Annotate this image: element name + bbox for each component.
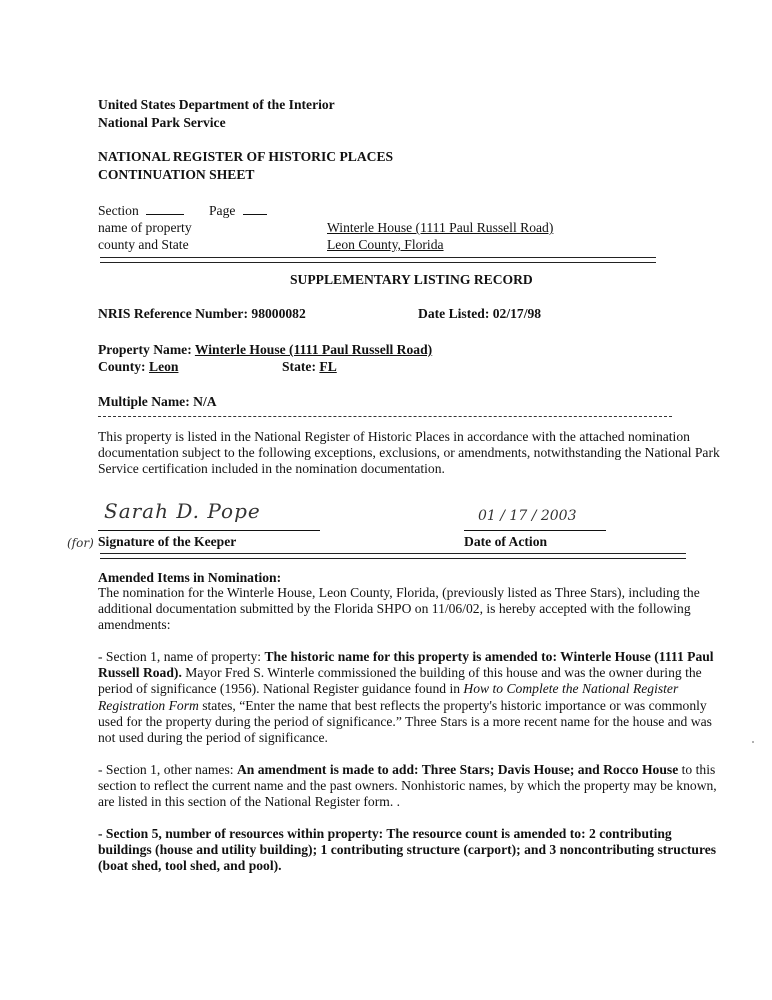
signature-divider <box>100 553 686 559</box>
section-blank <box>146 202 184 215</box>
amendment-2-bold: An amendment is made to add: Three Stars; Davis House; and Rocco House <box>236 762 679 777</box>
amendment-2-text: to this section to reflect the current name and the past owners. Nonhistoric names, by which the property may be known, are listed in this section of the National Register form. . <box>98 762 717 810</box>
property-name-label: Property Name: <box>98 342 192 357</box>
name-of-property-value: Winterle House (1111 Paul Russell Road) <box>327 220 554 235</box>
county-label: County: <box>98 359 146 374</box>
state-label: State: <box>282 359 316 374</box>
county-state-value: Leon County, Florida <box>327 237 444 252</box>
service-heading: National Park Service <box>98 115 226 130</box>
nris-reference: NRIS Reference Number: 98000082 <box>98 306 306 321</box>
action-date-handwritten: 01 / 17 / 2003 <box>478 508 577 524</box>
amendment-resource-count: - Section 5, number of resources within property: The resource count is amended to: 2 contributing buildings (house and utility building); 1 contributing structure (carport); and 3 noncontributing structures (boat shed, tool shed, and pool). <box>98 826 717 874</box>
signature-label: Signature of the Keeper <box>98 534 237 549</box>
date-of-action-label: Date of Action <box>464 534 548 549</box>
register-title: NATIONAL REGISTER OF HISTORIC PLACES <box>98 149 394 164</box>
for-mark: (for) <box>67 536 94 550</box>
section-label: Section <box>98 203 139 218</box>
amendment-2-lead: - Section 1, other names: <box>98 762 237 777</box>
amendment-name-of-property <box>98 649 720 746</box>
page-label: Page <box>209 203 236 218</box>
amended-intro: The nomination for the Winterle House, Leon County, Florida, (previously listed as Three Stars), including the additional documentation submitted by the Florida SHPO on 11/06/02, is hereby accepted with the following amendments: <box>98 585 700 633</box>
department-heading: United States Department of the Interior <box>98 97 335 112</box>
state-line <box>282 359 337 375</box>
state-value: FL <box>319 359 337 374</box>
county-value: Leon <box>149 359 179 374</box>
sheet-title: CONTINUATION SHEET <box>98 167 255 182</box>
amended-heading: Amended Items in Nomination: <box>98 570 282 585</box>
property-name-value: Winterle House (1111 Paul Russell Road) <box>194 342 433 357</box>
signature-line <box>98 530 320 531</box>
name-of-property-label: name of property <box>98 220 192 235</box>
dashed-divider <box>98 416 672 417</box>
amendment-1-bold: The historic name for this property is amended to: Winterle House (1111 Paul Russell Road). <box>98 649 714 681</box>
amendment-1-guidance-title: How to Complete the National Register Registration Form <box>98 681 679 713</box>
scan-speck <box>752 741 754 743</box>
header-divider <box>100 257 656 263</box>
county-line <box>98 359 178 375</box>
record-title: SUPPLEMENTARY LISTING RECORD <box>290 272 533 287</box>
page-field <box>209 202 267 219</box>
amendment-1-text-b: states, “Enter the name that best reflects the property's historic importance or was commonly used for the property during the period of significance.” Three Stars is a more recent name for the house and was not used during the period of significance. <box>98 697 712 746</box>
date-listed: Date Listed: 02/17/98 <box>418 306 542 321</box>
amendment-other-names <box>98 762 720 811</box>
listing-statement: This property is listed in the National Register of Historic Places in accordance with the attached nomination documentation subject to the following exceptions, exclusions, or amendments, notwithstanding the National Park Service certification included in the nomination documentation. <box>98 429 720 477</box>
county-state-label: county and State <box>98 237 189 252</box>
multiple-name: Multiple Name: N/A <box>98 394 217 409</box>
property-name-line <box>98 342 432 358</box>
date-line <box>464 530 606 531</box>
amendment-1-text-a: Mayor Fred S. Winterle commissioned the building of this house and was the owner during the period of significance (1956). National Register guidance found in <box>98 665 702 697</box>
amendment-1-lead: - Section 1, name of property: <box>98 649 265 664</box>
section-field <box>98 202 184 219</box>
page-blank <box>243 202 267 215</box>
keeper-signature: Sarah D. Pope <box>104 499 261 523</box>
